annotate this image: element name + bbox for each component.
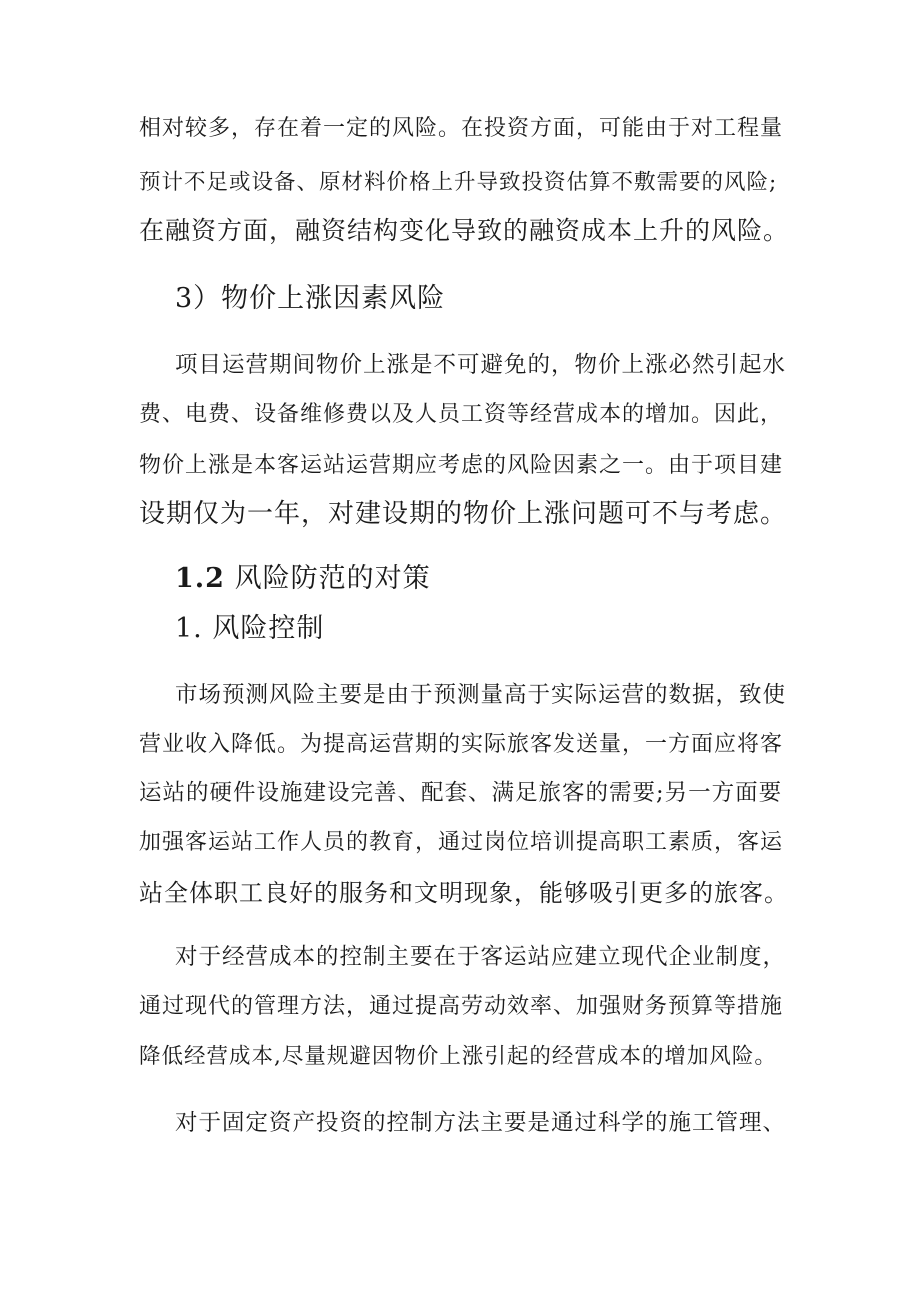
paragraph-line: 降低经营成本,尽量规避因物价上涨引起的经营成本的增加风险。 [139,1044,777,1069]
paragraph-line: 站全体职工良好的服务和文明现象，能够吸引更多的旅客。 [139,879,789,907]
paragraph-line: 对于经营成本的控制主要在于客运站应建立现代企业制度， [175,944,787,970]
paragraph-line: 相对较多，存在着一定的风险。在投资方面，可能由于对工程量 [139,116,784,141]
paragraph-line: 通过现代的管理方法，通过提高劳动效率、加强财务预算等措施 [139,994,784,1019]
paragraph-line: 市场预测风险主要是由于预测量高于实际运营的数据，致使 [175,682,787,708]
paragraph-line: 项目运营期间物价上涨是不可避免的，物价上涨必然引起水 [175,352,787,378]
subsection-title: 3）物价上涨因素风险 [175,283,446,314]
paragraph-line: 加强客运站工作人员的教育，通过岗位培训提高职工素质，客运 [139,830,784,855]
paragraph-line: 营业收入降低。为提高运营期的实际旅客发送量，一方面应将客 [139,732,784,757]
section-heading-text: 风险防范的对策 [224,563,431,594]
numbered-item-title: 1. 风险控制 [175,613,325,644]
paragraph-line: 物价上涨是本客运站运营期应考虑的风险因素之一。由于项目建 [139,453,784,478]
paragraph-line: 运站的硬件设施建设完善、配套、满足旅客的需要;另一方面要 [139,780,783,806]
paragraph-line: 费、电费、设备维修费以及人员工资等经营成本的增加。因此， [139,402,784,427]
section-heading [175,562,431,596]
paragraph-line: 对于固定资产投资的控制方法主要是通过科学的施工管理、 [175,1110,787,1136]
paragraph-line: 设期仅为一年，对建设期的物价上涨问题可不与考虑。 [139,499,788,529]
paragraph-line: 在融资方面，融资结构变化导致的融资成本上升的风险。 [139,216,790,245]
paragraph-line: 预计不足或设备、原材料价格上升导致投资估算不敷需要的风险; [139,170,778,195]
section-number: 1.2 [175,563,225,594]
